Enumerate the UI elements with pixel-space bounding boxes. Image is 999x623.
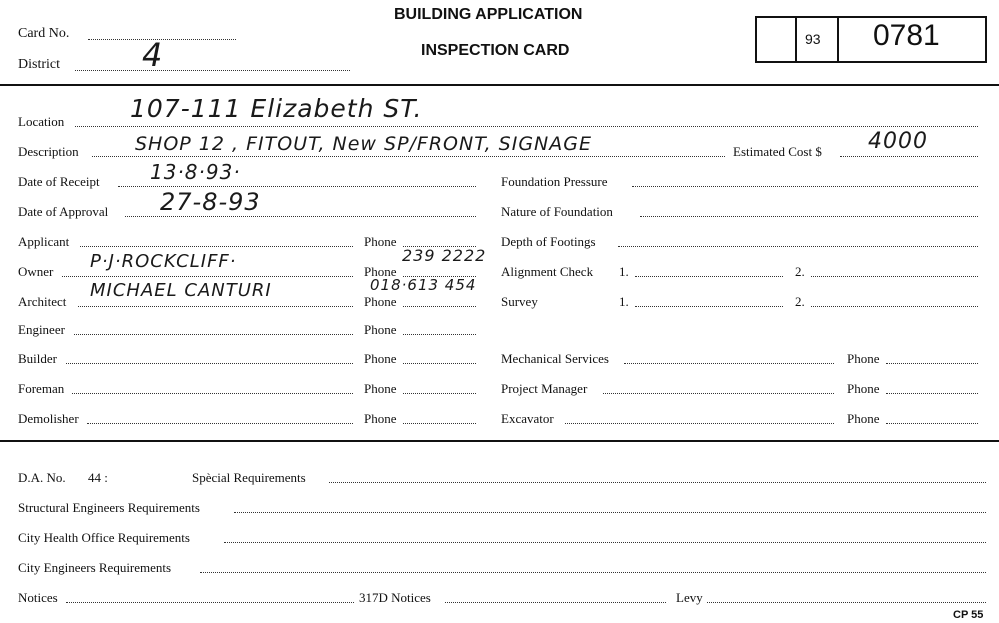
special-requirements-label: Spècial Requirements (192, 470, 306, 485)
levy-line (707, 602, 986, 603)
date-approval-label: Date of Approval (18, 204, 109, 219)
survey-label: Survey (501, 294, 538, 309)
survey-1-label: 1. (619, 294, 629, 309)
estimated-cost-value: 4000 (868, 129, 928, 154)
box-divider-1 (795, 16, 797, 63)
form-code: CP 55 (953, 609, 984, 621)
district-value: 4 (142, 36, 164, 74)
box-divider-2 (837, 16, 839, 63)
footer-rule (0, 440, 999, 442)
foreman-line (72, 393, 353, 394)
project-manager-phone-line (886, 393, 978, 394)
owner-label: Owner (18, 264, 54, 279)
engineer-phone-line (403, 334, 476, 335)
date-approval-value: 27-8-93 (160, 188, 261, 216)
city-engineers-label: City Engineers Requirements (18, 560, 172, 575)
notices-label: Notices (18, 590, 58, 605)
project-manager-phone-label: Phone (847, 381, 880, 396)
alignment-1-line (635, 276, 783, 277)
excavator-phone-line (886, 423, 978, 424)
city-health-label: City Health Office Requirements (18, 530, 190, 545)
architect-phone-value: 018·613 454 (370, 276, 477, 294)
foundation-pressure-label: Foundation Pressure (501, 174, 608, 189)
description-value: SHOP 12 , FITOUT, New SP/FRONT, SIGNAGE (135, 133, 592, 155)
form-title-line1: BUILDING APPLICATION (394, 6, 583, 23)
form-title-line2: INSPECTION CARD (421, 42, 570, 59)
foreman-phone-line (403, 393, 476, 394)
box-year: 93 (805, 31, 821, 47)
owner-phone-label: Phone (364, 264, 397, 279)
project-manager-line (603, 393, 834, 394)
excavator-label: Excavator (501, 411, 554, 426)
special-requirements-line (329, 482, 986, 483)
architect-phone-line (403, 306, 476, 307)
demolisher-phone-label: Phone (364, 411, 397, 426)
mechanical-phone-line (886, 363, 978, 364)
engineer-line (74, 334, 353, 335)
date-approval-line (125, 216, 476, 217)
builder-line (66, 363, 353, 364)
location-label: Location (18, 114, 65, 129)
foundation-pressure-line (632, 186, 978, 187)
survey-2-label: 2. (795, 294, 805, 309)
box-number: 0781 (873, 19, 940, 52)
engineer-label: Engineer (18, 322, 65, 337)
alignment-2-line (811, 276, 978, 277)
builder-phone-label: Phone (364, 351, 397, 366)
structural-engineers-line (234, 512, 986, 513)
location-line (75, 126, 978, 127)
alignment-2-label: 2. (795, 264, 805, 279)
nature-foundation-label: Nature of Foundation (501, 204, 613, 219)
mechanical-services-label: Mechanical Services (501, 351, 609, 366)
engineer-phone-label: Phone (364, 322, 397, 337)
description-line (92, 156, 725, 157)
excavator-line (565, 423, 834, 424)
city-engineers-line (200, 572, 986, 573)
district-line (75, 70, 350, 71)
applicant-phone-label: Phone (364, 234, 397, 249)
alignment-1-label: 1. (619, 264, 629, 279)
excavator-phone-label: Phone (847, 411, 880, 426)
header-rule (0, 84, 999, 86)
owner-value: P·J·ROCKCLIFF· (90, 251, 237, 272)
depth-footings-label: Depth of Footings (501, 234, 596, 249)
estimated-cost-label: Estimated Cost $ (733, 144, 822, 159)
alignment-check-label: Alignment Check (501, 264, 594, 279)
applicant-line (80, 246, 353, 247)
architect-phone-label: Phone (364, 294, 397, 309)
date-receipt-line (118, 186, 476, 187)
date-receipt-value: 13·8·93· (150, 160, 241, 184)
mechanical-services-line (624, 363, 834, 364)
foreman-label: Foreman (18, 381, 65, 396)
notices-317d-label: 317D Notices (359, 590, 431, 605)
notices-317d-line (445, 602, 666, 603)
nature-foundation-line (640, 216, 978, 217)
mechanical-phone-label: Phone (847, 351, 880, 366)
architect-line (78, 306, 353, 307)
location-value: 107-111 Elizabeth ST. (130, 94, 423, 123)
survey-1-line (635, 306, 783, 307)
card-number-box (755, 16, 987, 63)
architect-value: MICHAEL CANTURI (90, 280, 272, 301)
city-health-line (224, 542, 986, 543)
da-no-label: D.A. No. (18, 470, 66, 485)
builder-label: Builder (18, 351, 57, 366)
estimated-cost-line (840, 156, 978, 157)
demolisher-phone-line (403, 423, 476, 424)
builder-phone-line (403, 363, 476, 364)
architect-label: Architect (18, 294, 67, 309)
depth-footings-line (618, 246, 978, 247)
foreman-phone-label: Phone (364, 381, 397, 396)
date-receipt-label: Date of Receipt (18, 174, 100, 189)
applicant-label: Applicant (18, 234, 70, 249)
structural-engineers-label: Structural Engineers Requirements (18, 500, 200, 515)
district-label: District (18, 57, 60, 72)
survey-2-line (811, 306, 978, 307)
notices-line (66, 602, 354, 603)
card-no-label: Card No. (18, 26, 70, 41)
project-manager-label: Project Manager (501, 381, 588, 396)
demolisher-line (87, 423, 353, 424)
owner-line (62, 276, 353, 277)
da-no-value: 44 : (88, 470, 108, 485)
demolisher-label: Demolisher (18, 411, 79, 426)
levy-label: Levy (676, 590, 703, 605)
owner-phone-value: 239 2222 (402, 246, 487, 265)
description-label: Description (18, 144, 79, 159)
